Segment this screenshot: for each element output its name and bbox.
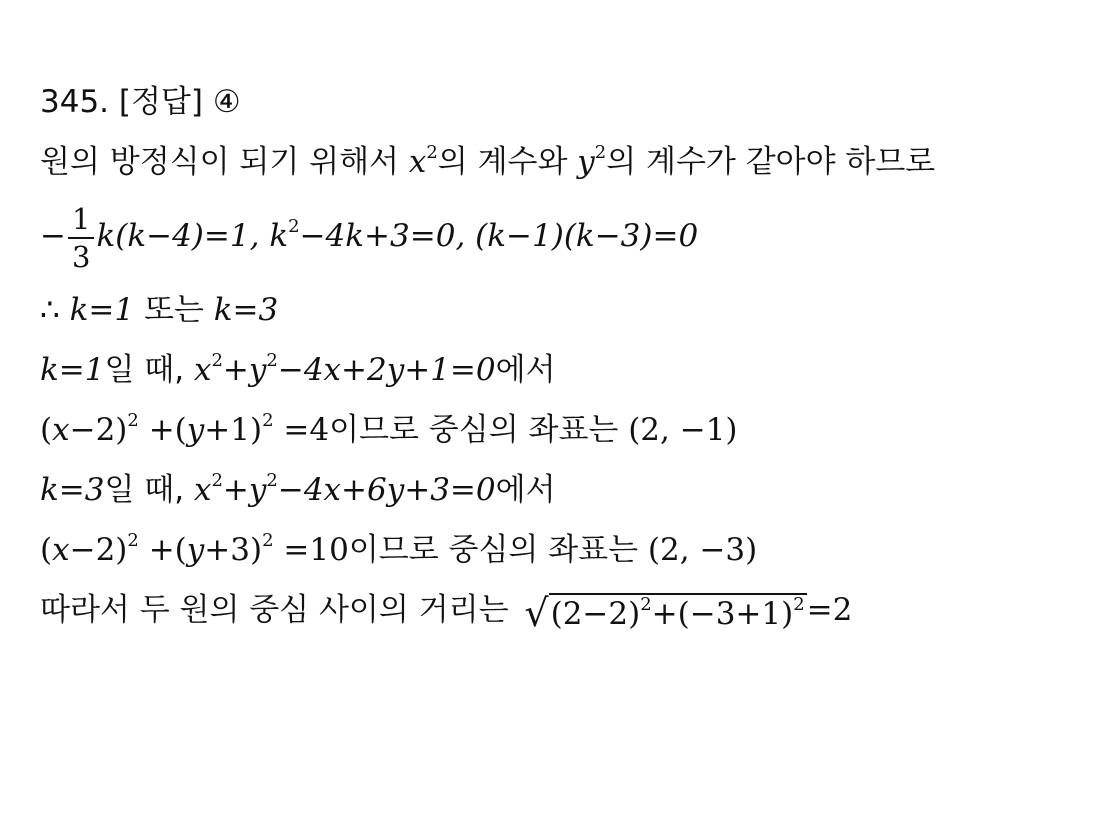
case1-center-line (40, 400, 1070, 460)
minus-sign: − (40, 218, 66, 254)
case2-when: 일 때, (104, 472, 185, 508)
case1-then: 에서 (495, 352, 556, 388)
k-value-2: k=3 (213, 292, 279, 328)
case1-k: k=1 (40, 352, 105, 388)
fraction-numerator: 1 (68, 201, 94, 239)
fraction-denominator: 3 (71, 239, 91, 274)
case2-equation-line (40, 460, 1070, 520)
equation-2: −4k+3=0, (299, 218, 466, 254)
case2-standard-form: $(x-2)^2 +(y+3)^2$ (40, 530, 274, 568)
case2-center-text: 이므로 중심의 좌표는 (348, 532, 639, 568)
x-squared: $x^2$ (408, 142, 438, 180)
radicand: $(2-2)^2+(-3+1)^2$ (550, 594, 805, 632)
y-squared: $y^2$ (577, 142, 607, 180)
k-value-1: k=1 (69, 292, 135, 328)
equation-1: k(k−4)=1, (96, 218, 260, 254)
conclusion-line (40, 280, 1070, 340)
case2-center: (2, −3) (647, 532, 758, 568)
equation-line (40, 192, 1070, 280)
radicand-part-1: (2−2) (550, 596, 641, 632)
answer-choice: ④ (212, 84, 241, 120)
condition-text-1: 원의 방정식이 되기 위해서 (40, 144, 399, 180)
distance-text: 따라서 두 원의 중심 사이의 거리는 (40, 592, 509, 628)
case1-center: (2, −1) (628, 412, 738, 448)
condition-line (40, 132, 1070, 192)
fraction (68, 201, 94, 275)
answer-header (40, 72, 1070, 132)
case2-eq-tail: −4x+6y+3=0 (277, 472, 496, 508)
condition-text-2: 의 계수와 (437, 144, 568, 180)
case1-when: 일 때, (104, 352, 185, 388)
answer-tag: [정답] (118, 84, 203, 120)
case1-standard-form: $(x-2)^2 +(y+1)^2$ (40, 410, 274, 448)
case1-circle-eq: $x^2+y^2$ (193, 350, 278, 388)
distance-result: =2 (806, 592, 853, 628)
k-squared: $k^2$ (269, 216, 300, 254)
solution-page (40, 72, 1070, 640)
case2-radius-sq: =10 (283, 532, 349, 568)
square-root (524, 582, 806, 642)
case1-center-text: 이므로 중심의 좌표는 (329, 412, 619, 448)
or-text: 또는 (143, 292, 204, 328)
radicand-part-2: +(−3+1) (651, 596, 794, 632)
equation-3: (k−1)(k−3)=0 (475, 218, 699, 254)
therefore-symbol: ∴ (40, 292, 60, 328)
case1-eq-tail: −4x+2y+1=0 (277, 352, 496, 388)
problem-number: 345. (40, 84, 110, 120)
case1-radius-sq: =4 (283, 412, 330, 448)
case2-then: 에서 (495, 472, 556, 508)
case2-k: k=3 (40, 472, 105, 508)
radical-sign: √ (524, 591, 549, 635)
case2-center-line (40, 520, 1070, 580)
distance-line (40, 580, 1070, 640)
condition-text-3: 의 계수가 같아야 하므로 (606, 144, 936, 180)
case1-equation-line (40, 340, 1070, 400)
case2-circle-eq: $x^2+y^2$ (193, 470, 278, 508)
